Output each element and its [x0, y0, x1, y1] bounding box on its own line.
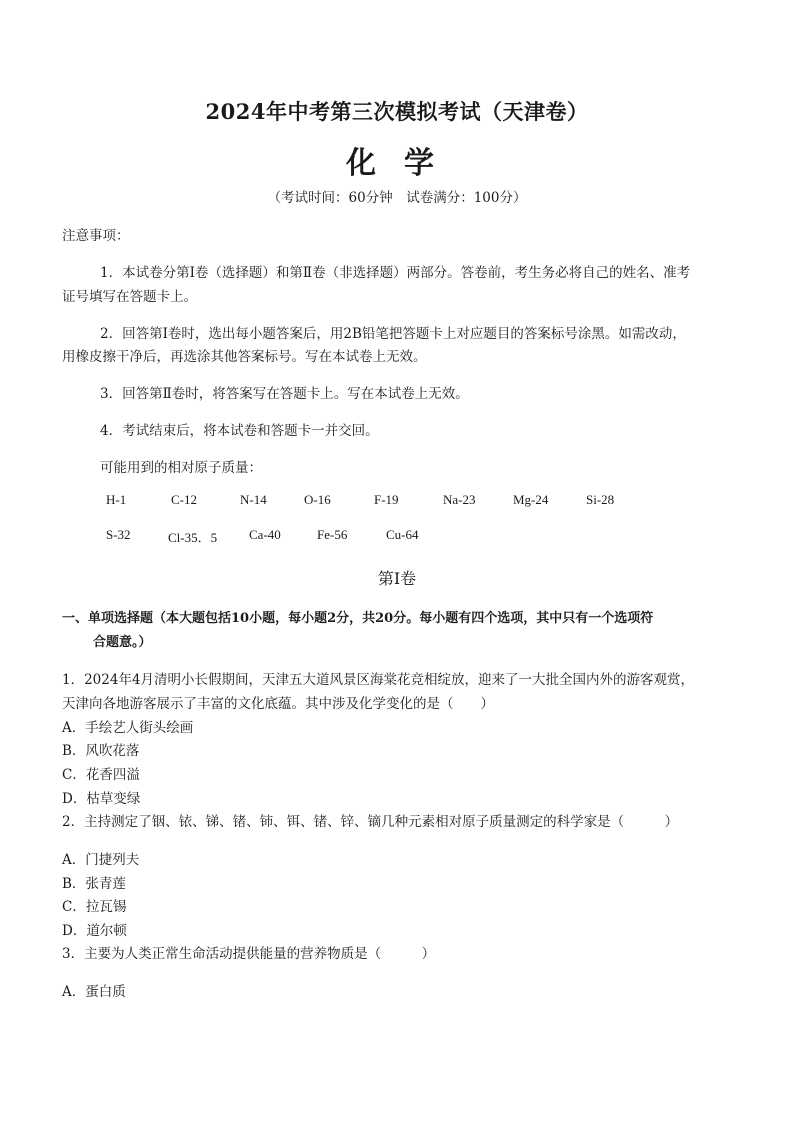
atomic-mass-item: Si-28 [586, 492, 615, 507]
note-item-2-line-1: 2．回答第Ⅰ卷时，选出每小题答案后，用2B铅笔把答题卡上对应题目的答案标号涂黑。如需改动， [100, 326, 686, 342]
atomic-mass-item: Fe-56 [317, 527, 348, 542]
atomic-mass-item: Na-23 [443, 492, 476, 507]
atomic-mass-item: Cu-64 [386, 527, 419, 542]
subject-title: 化学 [346, 146, 462, 181]
atomic-mass-item: Cl-35．5 [168, 530, 218, 545]
atomic-mass-item: Mg-24 [513, 492, 549, 507]
section-heading-line-2: 合题意。） [93, 635, 152, 650]
section-heading-line-1: 一、单项选择题（本大题包括10小题，每小题2分，共20分。每小题有四个选项，其中只有一个选项符 [62, 611, 654, 626]
note-item-2-line-2: 用橡皮擦干净后，再选涂其他答案标号。写在本试卷上无效。 [62, 349, 427, 365]
exam-title: 2024年中考第三次模拟考试（天津卷） [205, 99, 589, 124]
atomic-mass-item: C-12 [171, 492, 197, 507]
question-3-line-1: 3．主要为人类正常生命活动提供能量的营养物质是（ ） [62, 946, 436, 962]
atomic-mass-item: Ca-40 [249, 527, 281, 542]
question-1-option-b: B．风吹花落 [62, 743, 140, 759]
question-1-line-2: 天津向各地游客展示了丰富的文化底蕴。其中涉及化学变化的是（ ） [62, 696, 494, 712]
note-item-1-line-1: 1．本试卷分第Ⅰ卷（选择题）和第Ⅱ卷（非选择题）两部分。答卷前，考生务必将自己的姓名、准考 [100, 265, 691, 281]
note-item-1-line-2: 证号填写在答题卡上。 [62, 289, 197, 305]
atomic-mass-item: F-19 [374, 492, 399, 507]
notes-heading: 注意事项： [62, 228, 130, 244]
question-2-option-d: D．道尔顿 [62, 923, 127, 939]
atomic-mass-item: N-14 [240, 492, 267, 507]
question-2-option-c: C．拉瓦锡 [62, 899, 127, 915]
atomic-mass-item: S-32 [106, 527, 131, 542]
atomic-mass-item: H-1 [106, 492, 127, 507]
question-2-line-1: 2．主持测定了铟、铱、锑、锗、铈、铒、锗、锌、镝几种元素相对原子质量测定的科学家是（ ） [62, 814, 679, 830]
question-1-line-1: 1．2024年4月清明小长假期间，天津五大道风景区海棠花竞相绽放，迎来了一大批全国内外的游客观赏， [62, 672, 695, 688]
question-2-option-a: A．门捷列夫 [62, 852, 140, 868]
volume-title: 第Ⅰ卷 [377, 569, 417, 588]
atomic-masses-heading: 可能用到的相对原子质量： [100, 460, 262, 476]
question-1-option-a: A．手绘艺人街头绘画 [62, 720, 194, 736]
question-1-option-c: C．花香四溢 [62, 767, 140, 783]
question-2-option-b: B．张青莲 [62, 876, 126, 892]
question-3-option-a: A．蛋白质 [62, 984, 126, 1000]
atomic-mass-item: O-16 [304, 492, 331, 507]
question-1-option-d: D．枯草变绿 [62, 791, 141, 807]
exam-info: （考试时间：60分钟 试卷满分：100分） [267, 190, 527, 206]
note-item-3: 3．回答第Ⅱ卷时，将答案写在答题卡上。写在本试卷上无效。 [100, 386, 469, 402]
note-item-4: 4．考试结束后，将本试卷和答题卡一并交回。 [100, 423, 379, 439]
